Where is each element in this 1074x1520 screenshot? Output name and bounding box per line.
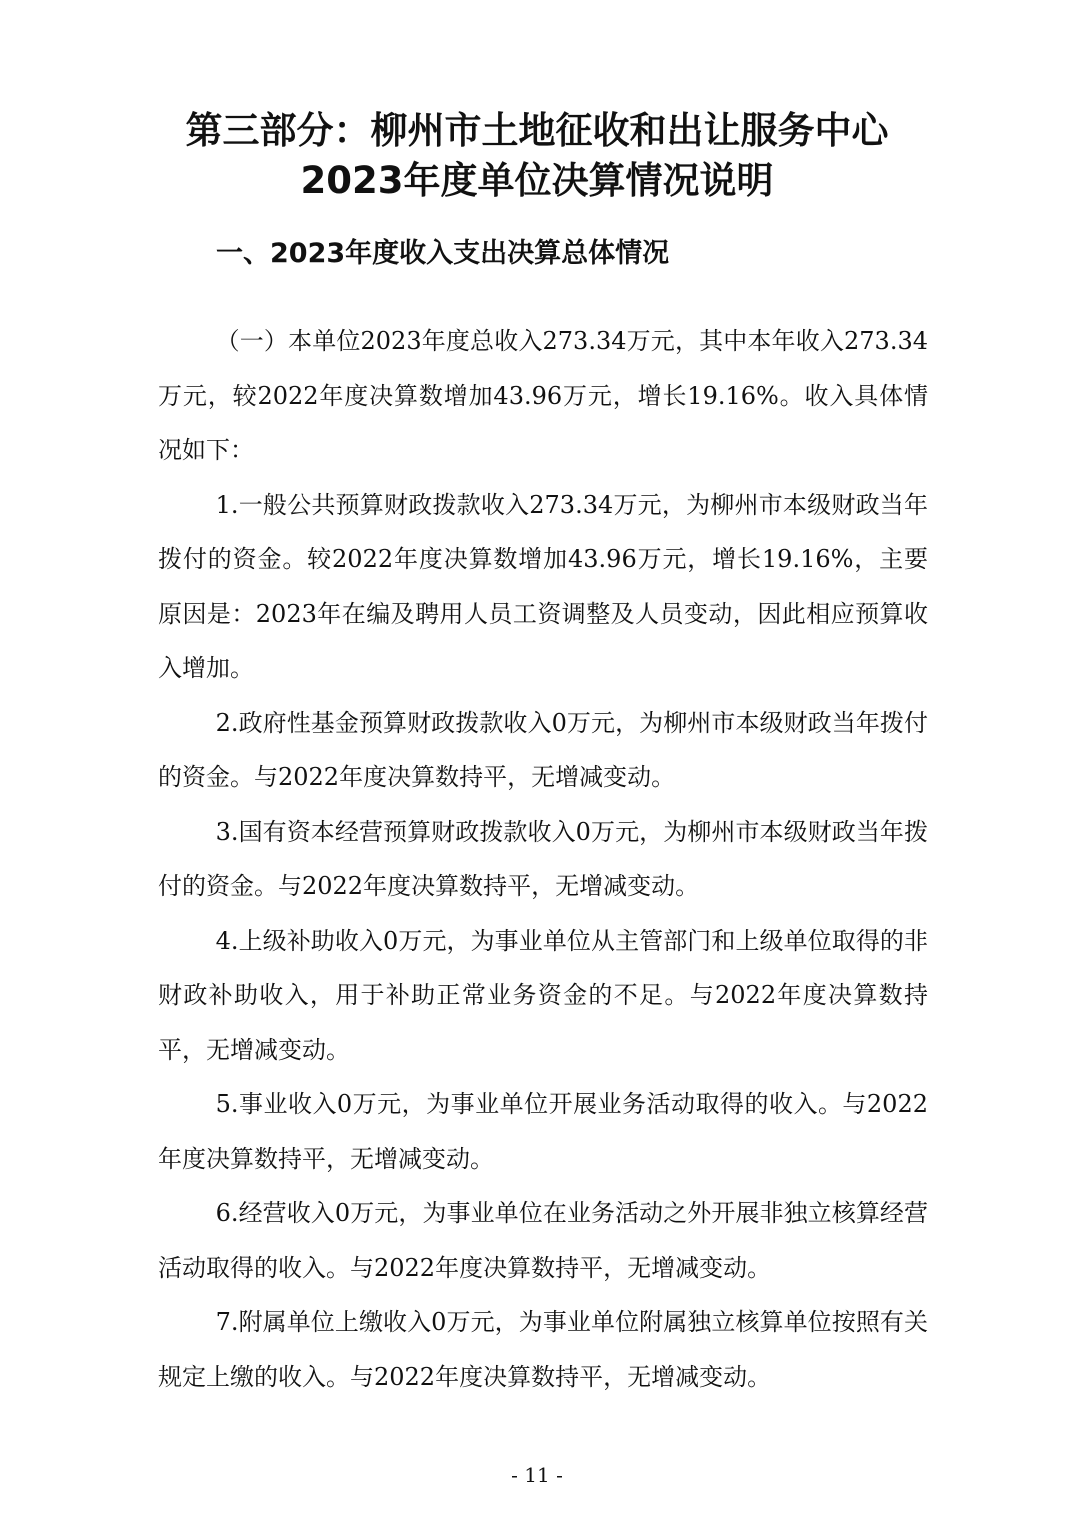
section-heading: 一、2023年度收入支出决算总体情况 xyxy=(216,238,670,269)
page-title-line-2: 2023年度单位决算情况说明 xyxy=(300,159,774,202)
paragraph-item-5: 5.事业收入0万元，为事业单位开展业务活动取得的收入。与2022年度决算数持平，无增减变动。 xyxy=(158,1090,928,1173)
page-number: - 11 - xyxy=(511,1463,563,1487)
body-text xyxy=(158,314,928,1404)
page-title xyxy=(80,106,994,206)
paragraph-item-4: 4.上级补助收入0万元，为事业单位从主管部门和上级单位取得的非财政补助收入，用于补助正常业务资金的不足。与2022年度决算数持平，无增减变动。 xyxy=(158,926,928,1064)
paragraph-item-7: 7.附属单位上缴收入0万元，为事业单位附属独立核算单位按照有关规定上缴的收入。与2022年度决算数持平，无增减变动。 xyxy=(158,1308,928,1391)
paragraph-item-1: 1.一般公共预算财政拨款收入273.34万元，为柳州市本级财政当年拨付的资金。较2022年度决算数增加43.96万元，增长19.16%，主要原因是：2023年在编及聘用人员工资调整及人员变动，因此相应预算收入增加。 xyxy=(158,490,928,682)
paragraph-item-3: 3.国有资本经营预算财政拨款收入0万元，为柳州市本级财政当年拨付的资金。与2022年度决算数持平，无增减变动。 xyxy=(158,817,928,900)
paragraph-item-6: 6.经营收入0万元，为事业单位在业务活动之外开展非独立核算经营活动取得的收入。与2022年度决算数持平，无增减变动。 xyxy=(158,1199,928,1282)
paragraph-item-2: 2.政府性基金预算财政拨款收入0万元，为柳州市本级财政当年拨付的资金。与2022年度决算数持平，无增减变动。 xyxy=(158,708,928,791)
paragraph-overview: （一）本单位2023年度总收入273.34万元，其中本年收入273.34万元，较2022年度决算数增加43.96万元，增长19.16%。收入具体情况如下： xyxy=(158,327,928,464)
page-title-line-1: 第三部分：柳州市土地征收和出让服务中心 xyxy=(185,109,889,152)
